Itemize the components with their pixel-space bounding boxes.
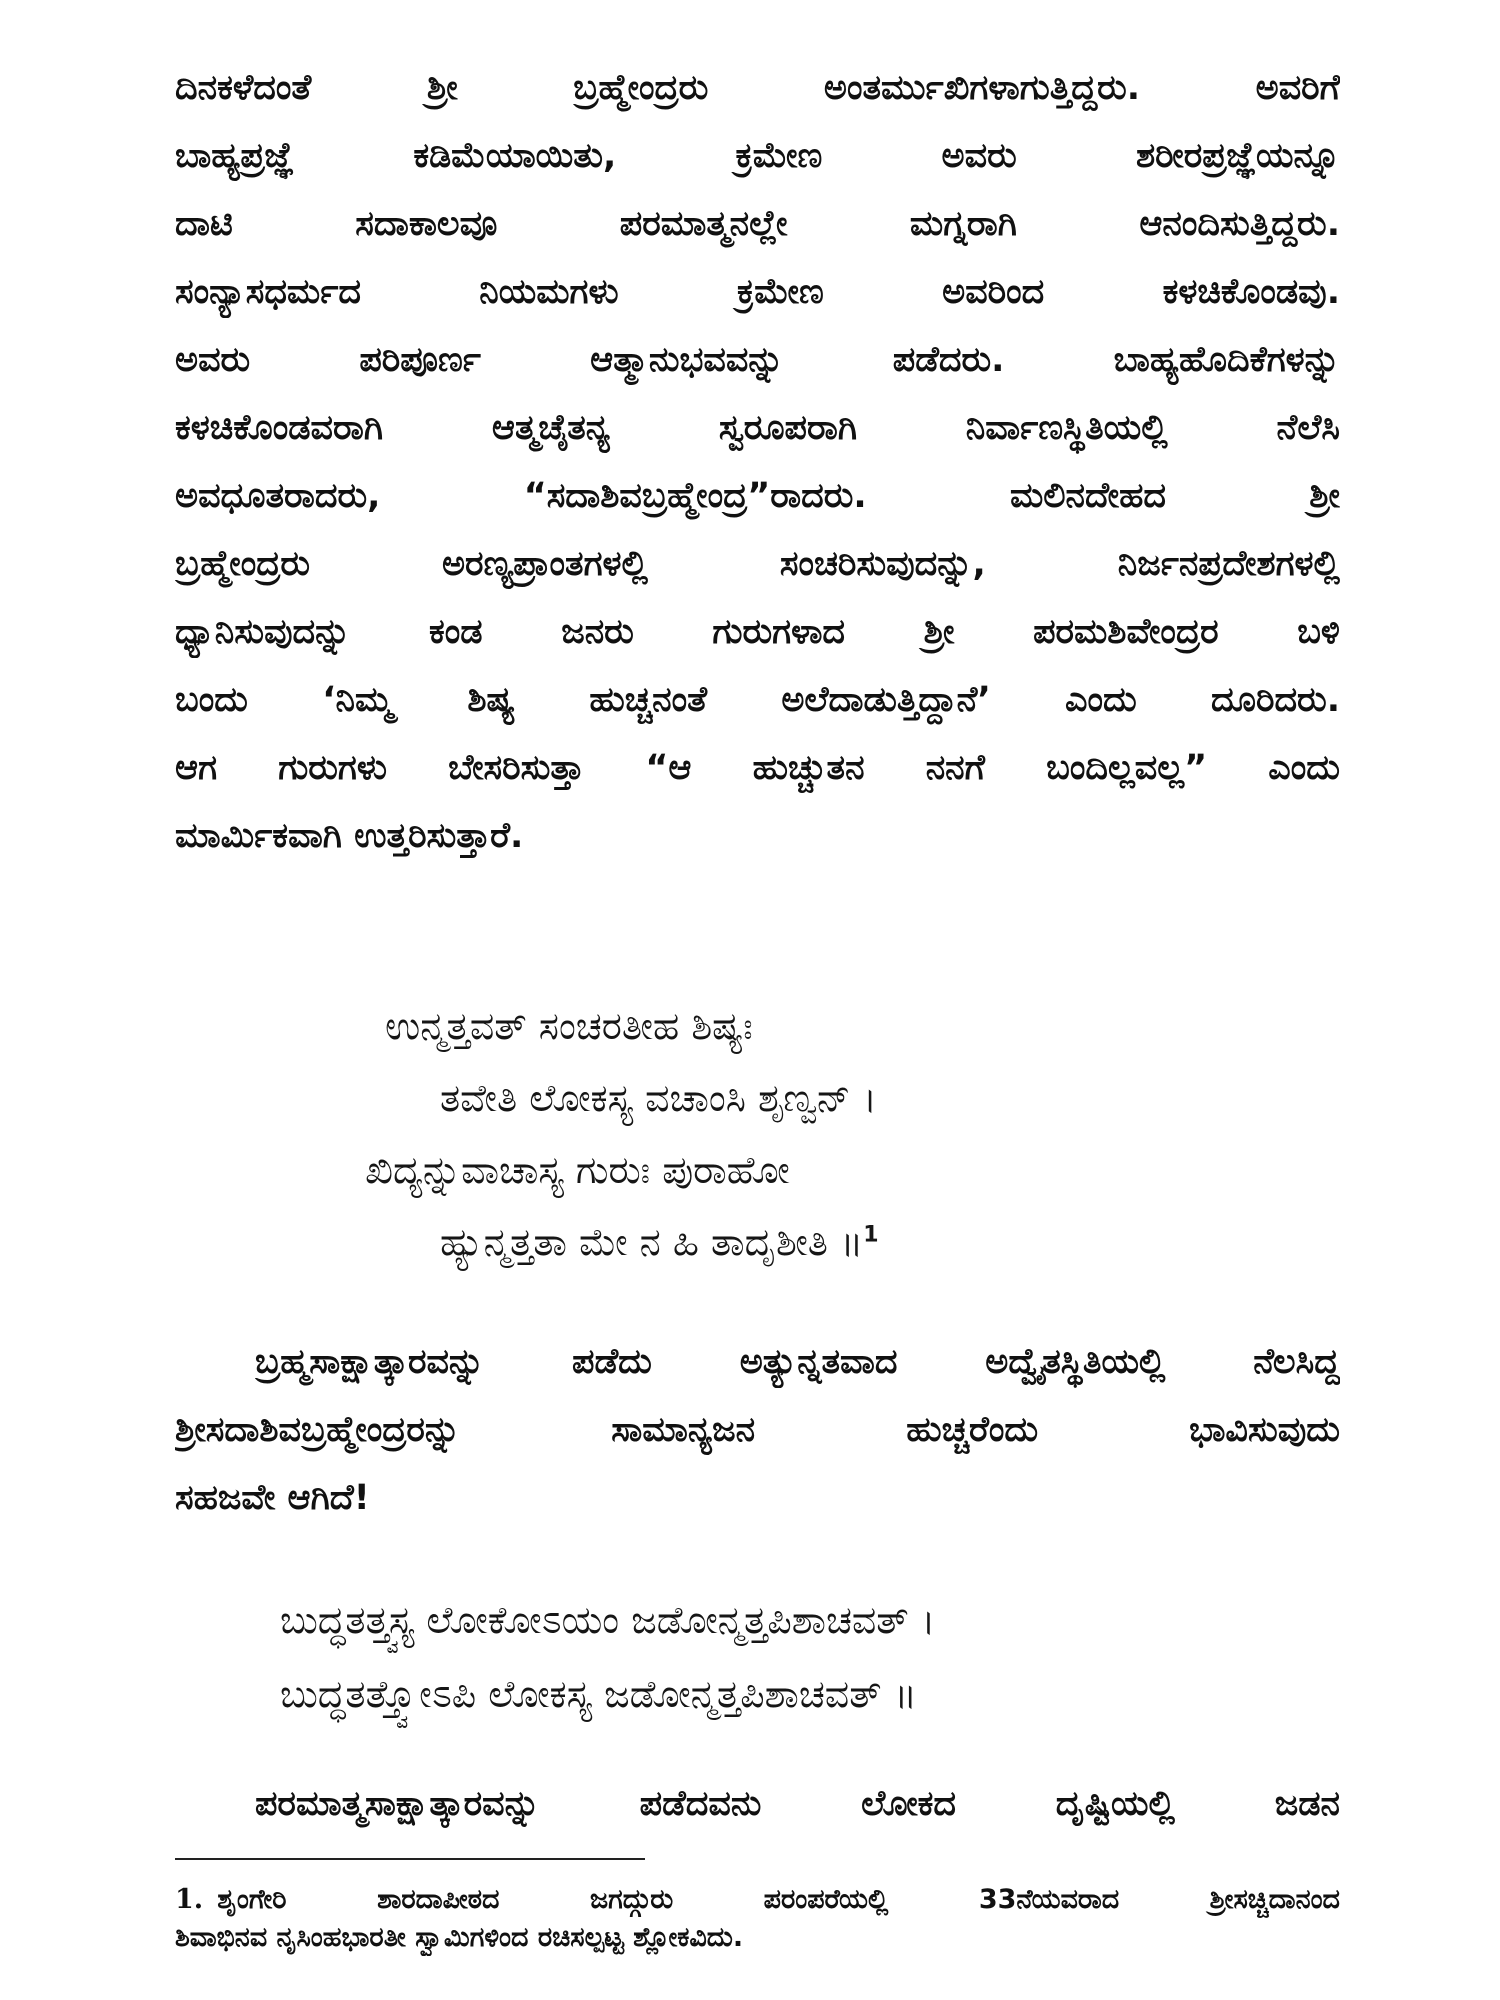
paragraph-line: ಸಂನ್ಯಾಸಧರ್ಮದ ನಿಯಮಗಳು ಕ್ರಮೇಣ ಅವರಿಂದ ಕಳಚಿಕೊಂಡವು. [175, 272, 1340, 312]
verse-line: ತವೇತಿ ಲೋಕಸ್ಯ ವಚಾಂಸಿ ಶೃಣ್ವನ್ । [440, 1076, 877, 1120]
paragraph-line: ಶ್ರೀಸದಾಶಿವಬ್ರಹ್ಮೇಂದ್ರರನ್ನು ಸಾಮಾನ್ಯಜನ ಹುಚ್ಚರೆಂದು ಭಾವಿಸುವುದು [175, 1410, 1340, 1450]
paragraph-line: ಬ್ರಹ್ಮಸಾಕ್ಷಾತ್ಕಾರವನ್ನು ಪಡೆದು ಅತ್ಯುನ್ನತವಾದ ಅದ್ವೈತಸ್ಥಿತಿಯಲ್ಲಿ ನೆಲಸಿದ್ದ [255, 1342, 1340, 1382]
paragraph-line: ದಿನಕಳೆದಂತೆ ಶ್ರೀ ಬ್ರಹ್ಮೇಂದ್ರರು ಅಂತರ್ಮುಖಿಗಳಾಗುತ್ತಿದ್ದರು. ಅವರಿಗೆ [175, 68, 1340, 108]
verse-line: ಬುದ್ಧತತ್ತ್ವಸ್ಯ ಲೋಕೋಽಯಂ ಜಡೋನ್ಮತ್ತಪಿಶಾಚವತ್ । [280, 1598, 936, 1642]
footnote-marker: 1. [175, 1884, 204, 1915]
footnote-line [175, 1882, 1340, 1918]
paragraph-line: ಬ್ರಹ್ಮೇಂದ್ರರು ಅರಣ್ಯಪ್ರಾಂತಗಳಲ್ಲಿ ಸಂಚರಿಸುವುದನ್ನು, ನಿರ್ಜನಪ್ರದೇಶಗಳಲ್ಲಿ [175, 544, 1340, 584]
paragraph-line: ಬಾಹ್ಯಪ್ರಜ್ಞೆ ಕಡಿಮೆಯಾಯಿತು, ಕ್ರಮೇಣ ಅವರು ಶರೀರಪ್ರಜ್ಞೆಯನ್ನೂ [175, 136, 1340, 176]
paragraph-line: ಆಗ ಗುರುಗಳು ಬೇಸರಿಸುತ್ತಾ “ಆ ಹುಚ್ಚುತನ ನನಗೆ ಬಂದಿಲ್ಲವಲ್ಲ” ಎಂದು [175, 748, 1340, 788]
verse-line-text: ಹ್ಯುನ್ಮತ್ತತಾ ಮೇ ನ ಹಿ ತಾದೃಶೀತಿ ॥ [440, 1220, 864, 1264]
paragraph-line: ಬಂದು ‘ನಿಮ್ಮ ಶಿಷ್ಯ ಹುಚ್ಚನಂತೆ ಅಲೆದಾಡುತ್ತಿದ್ದಾನೆ’ ಎಂದು ದೂರಿದರು. [175, 680, 1340, 720]
paragraph-line: ಪರಮಾತ್ಮಸಾಕ್ಷಾತ್ಕಾರವನ್ನು ಪಡೆದವನು ಲೋಕದ ದೃಷ್ಟಿಯಲ್ಲಿ ಜಡನ [255, 1784, 1340, 1824]
paragraph-line: ಸಹಜವೇ ಆಗಿದೆ! [175, 1478, 370, 1518]
paragraph-line: ದಾಟಿ ಸದಾಕಾಲವೂ ಪರಮಾತ್ಮನಲ್ಲೇ ಮಗ್ನರಾಗಿ ಆನಂದಿಸುತ್ತಿದ್ದರು. [175, 204, 1340, 244]
verse-line: ಬುದ್ಧತತ್ತ್ವೋಽಪಿ ಲೋಕಸ್ಯ ಜಡೋನ್ಮತ್ತಪಿಶಾಚವತ್ ॥ [280, 1672, 917, 1716]
footnote-divider [175, 1858, 645, 1860]
footnote-line: ಶಿವಾಭಿನವ ನೃಸಿಂಹಭಾರತೀ ಸ್ವಾಮಿಗಳಿಂದ ರಚಿಸಲ್ಪಟ್ಟ ಶ್ಲೋಕವಿದು. [175, 1922, 744, 1953]
paragraph-line: ಅವರು ಪರಿಪೂರ್ಣ ಆತ್ಮಾನುಭವವನ್ನು ಪಡೆದರು. ಬಾಹ್ಯಹೊದಿಕೆಗಳನ್ನು [175, 340, 1340, 380]
paragraph-line: ಕಳಚಿಕೊಂಡವರಾಗಿ ಆತ್ಮಚೈತನ್ಯ ಸ್ವರೂಪರಾಗಿ ನಿರ್ವಾಣಸ್ಥಿತಿಯಲ್ಲಿ ನೆಲೆಸಿ [175, 408, 1340, 448]
paragraph-line: ಅವಧೂತರಾದರು, “ಸದಾಶಿವಬ್ರಹ್ಮೇಂದ್ರ”ರಾದರು. ಮಲಿನದೇಹದ ಶ್ರೀ [175, 476, 1340, 516]
verse-line: ಉನ್ಮತ್ತವತ್ ಸಂಚರತೀಹ ಶಿಷ್ಯಃ [385, 1004, 753, 1048]
paragraph-line: ಮಾರ್ಮಿಕವಾಗಿ ಉತ್ತರಿಸುತ್ತಾರೆ. [175, 816, 524, 856]
paragraph-line: ಧ್ಯಾನಿಸುವುದನ್ನು ಕಂಡ ಜನರು ಗುರುಗಳಾದ ಶ್ರೀ ಪರಮಶಿವೇಂದ್ರರ ಬಳಿ [175, 612, 1340, 652]
footnote-reference[interactable]: 1 [863, 1222, 879, 1248]
verse-line: ಖಿದ್ಯನ್ನುವಾಚಾಸ್ಯ ಗುರುಃ ಪುರಾಹೋ [365, 1148, 790, 1192]
footnote-text: ಶೃಂಗೇರಿ ಶಾರದಾಪೀಠದ ಜಗದ್ಗುರು ಪರಂಪರೆಯಲ್ಲಿ 33ನೆಯವರಾದ ಶ್ರೀಸಚ್ಚಿದಾನಂದ [217, 1884, 1340, 1915]
verse-line [440, 1214, 879, 1270]
